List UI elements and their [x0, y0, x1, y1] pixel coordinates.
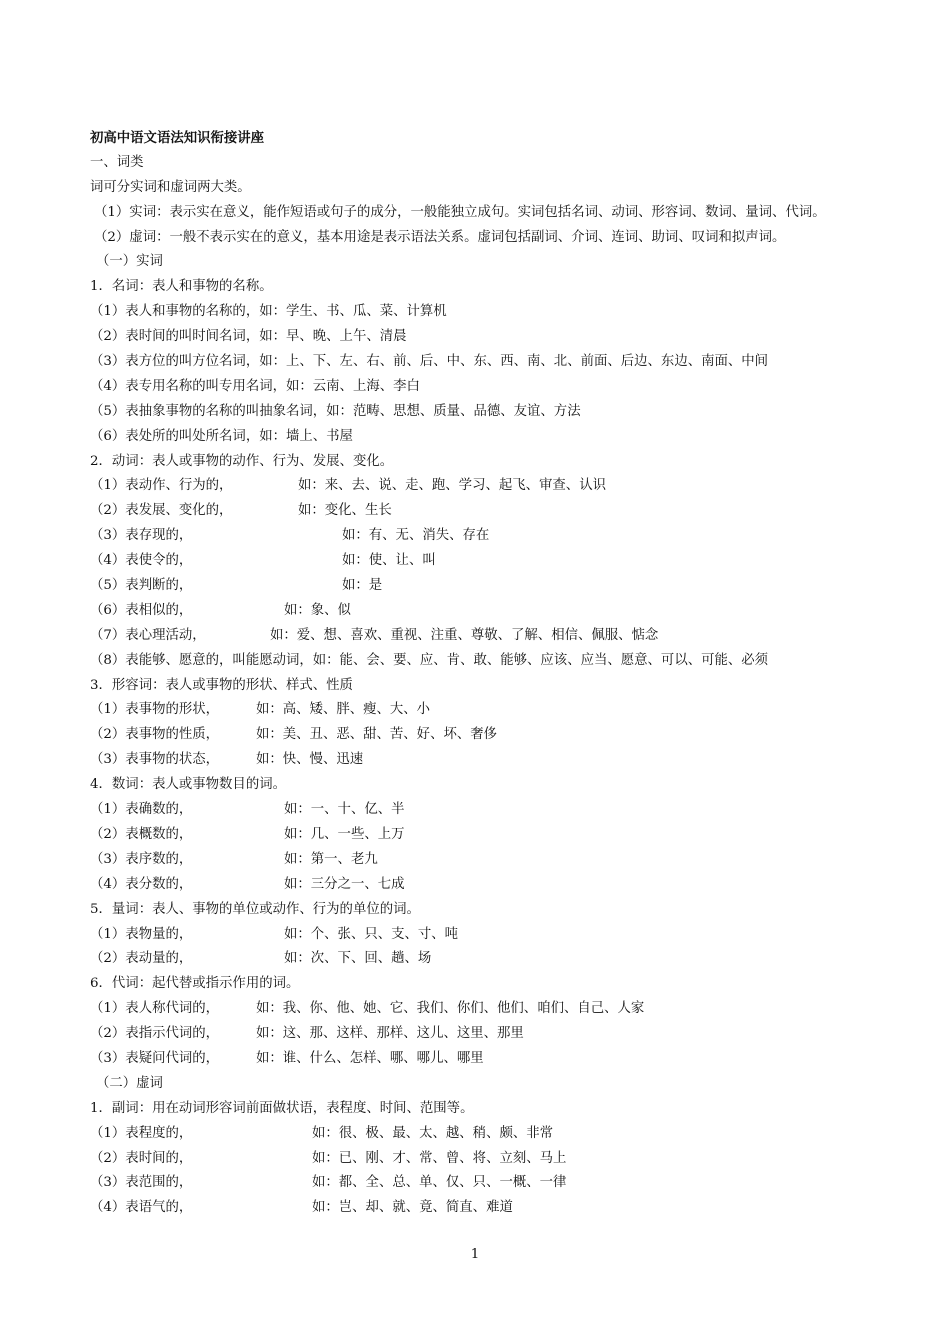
- text-line: [90, 649, 870, 674]
- line-example: 如：都、全、总、单、仅、只、一概、一律: [312, 1175, 567, 1191]
- text-line: [90, 1122, 870, 1147]
- text-line: [90, 350, 870, 375]
- text-line: [90, 997, 870, 1022]
- text-line: [90, 1072, 870, 1097]
- line-text: （1）表人和事物的名称的，如：学生、书、瓜、菜、计算机: [90, 304, 447, 320]
- line-text: （1）表确数的，: [90, 802, 193, 818]
- line-text: （6）表处所的叫处所名词，如：墙上、书屋: [90, 428, 353, 444]
- text-line: [90, 425, 870, 450]
- text-line: [90, 1196, 870, 1221]
- text-line: [90, 450, 870, 475]
- line-text: （6）表相似的，: [90, 602, 193, 618]
- text-line: [90, 873, 870, 898]
- line-example: 如：来、去、说、走、跑、学习、起飞、审查、认识: [298, 478, 606, 494]
- line-example: 如：象、似: [284, 602, 351, 618]
- line-example: 如：个、张、只、支、寸、吨: [284, 926, 459, 942]
- text-line: [90, 848, 870, 873]
- text-line: [90, 972, 870, 997]
- line-text: （2）表指示代词的，: [90, 1026, 220, 1042]
- text-line: [90, 947, 870, 972]
- line-example: 如：谁、什么、怎样、哪、哪儿、哪里: [256, 1050, 484, 1066]
- line-example: 如：爱、想、喜欢、重视、注重、尊敬、了解、相信、佩服、惦念: [270, 627, 659, 643]
- line-text: （2）表概数的，: [90, 826, 193, 842]
- line-text: （8）表能够、愿意的，叫能愿动词，如：能、会、要、应、肯、敢、能够、应该、应当、愿意、可以、可能、必须: [90, 652, 769, 668]
- document-title: 初高中语文语法知识衔接讲座: [90, 130, 265, 146]
- line-text: 6．代词：起代替或指示作用的词。: [90, 976, 300, 992]
- text-line: [90, 1171, 870, 1196]
- text-line: [90, 151, 870, 176]
- line-text: （3）表疑问代词的，: [90, 1050, 220, 1066]
- text-line: [90, 325, 870, 350]
- text-line: [90, 300, 870, 325]
- text-line: [90, 823, 870, 848]
- line-example: 如：变化、生长: [298, 503, 392, 519]
- line-example: 如：有、无、消失、存在: [342, 528, 490, 544]
- line-example: 如：一、十、亿、半: [284, 802, 405, 818]
- text-line: [90, 474, 870, 499]
- line-example: 如：快、慢、迅速: [256, 752, 364, 768]
- text-line: [90, 674, 870, 699]
- line-text: （1）表物量的，: [90, 926, 193, 942]
- document-body: [90, 126, 870, 1221]
- line-example: 如：次、下、回、趟、场: [284, 951, 432, 967]
- line-text: 词可分实词和虚词两大类。: [90, 179, 251, 195]
- text-line: [90, 574, 870, 599]
- text-line: [90, 549, 870, 574]
- line-text: 4．数词：表人或事物数目的词。: [90, 777, 286, 793]
- line-example: 如：我、你、他、她、它、我们、你们、他们、咱们、自己、人家: [256, 1001, 645, 1017]
- line-text: （2）表发展、变化的，: [90, 503, 233, 519]
- line-text: （3）表方位的叫方位名词，如：上、下、左、右、前、后、中、东、西、南、北、前面、后边、东边、南面、中间: [90, 354, 769, 370]
- line-example: 如：已、刚、才、常、曾、将、立刻、马上: [312, 1150, 567, 1166]
- text-line: [90, 898, 870, 923]
- line-text: 5．量词：表人、事物的单位或动作、行为的单位的词。: [90, 901, 420, 917]
- text-line: [90, 798, 870, 823]
- line-text: （1）实词：表示实在意义，能作短语或句子的成分，一般能独立成句。实词包括名词、动词、形容词、数词、量词、代词。: [94, 204, 826, 220]
- line-text: （4）表分数的，: [90, 876, 193, 892]
- line-example: 如：三分之一、七成: [284, 876, 405, 892]
- text-line: [90, 524, 870, 549]
- text-line: [90, 1097, 870, 1122]
- text-line: [90, 499, 870, 524]
- line-example: 如：美、丑、恶、甜、苦、好、坏、奢侈: [256, 727, 498, 743]
- text-line: [90, 599, 870, 624]
- line-example: 如：几、一些、上万: [284, 826, 405, 842]
- line-text: （2）表动量的，: [90, 951, 193, 967]
- text-line: [90, 1022, 870, 1047]
- line-text: （3）表存现的，: [90, 528, 193, 544]
- text-line: [90, 923, 870, 948]
- line-example: 如：岂、却、就、竟、简直、难道: [312, 1200, 513, 1216]
- line-text: 2．动词：表人或事物的动作、行为、发展、变化。: [90, 453, 394, 469]
- line-example: 如：很、极、最、太、越、稍、颇、非常: [312, 1125, 554, 1141]
- line-text: （2）表时间的，: [90, 1150, 193, 1166]
- line-text: 3．形容词：表人或事物的形状、样式、性质: [90, 677, 353, 693]
- page-number: 1: [470, 1247, 480, 1262]
- line-text: （1）表人称代词的，: [90, 1001, 220, 1017]
- line-example: 如：高、矮、胖、瘦、大、小: [256, 702, 431, 718]
- line-example: 如：使、让、叫: [342, 553, 436, 569]
- line-text: （2）表事物的性质，: [90, 727, 220, 743]
- line-text: （3）表事物的状态，: [90, 752, 220, 768]
- line-example: 如：这、那、这样、那样、这儿、这里、那里: [256, 1026, 524, 1042]
- line-text: （5）表抽象事物的名称的叫抽象名词，如：范畴、思想、质量、品德、友谊、方法: [90, 403, 581, 419]
- line-text: （2）虚词：一般不表示实在的意义，基本用途是表示语法关系。虚词包括副词、介词、连词、助词、叹词和拟声词。: [94, 229, 786, 245]
- line-text: （4）表语气的，: [90, 1200, 193, 1216]
- text-line: [90, 275, 870, 300]
- text-line: [90, 624, 870, 649]
- line-text: （5）表判断的，: [90, 578, 193, 594]
- text-line: [90, 226, 870, 251]
- text-line: [90, 1047, 870, 1072]
- text-line: [90, 176, 870, 201]
- line-text: （1）表程度的，: [90, 1125, 193, 1141]
- line-text: （4）表专用名称的叫专用名词，如：云南、上海、李白: [90, 378, 420, 394]
- line-example: 如：是: [342, 578, 383, 594]
- line-text: （1）表动作、行为的，: [90, 478, 233, 494]
- line-text: 1．副词：用在动词形容词前面做状语，表程度、时间、范围等。: [90, 1100, 474, 1116]
- line-example: 如：第一、老九: [284, 851, 378, 867]
- text-line: [90, 1147, 870, 1172]
- text-line: [90, 400, 870, 425]
- line-text: （7）表心理活动，: [90, 627, 206, 643]
- line-text: （3）表序数的，: [90, 851, 193, 867]
- text-line: [90, 375, 870, 400]
- text-line: [90, 698, 870, 723]
- text-line: [90, 250, 870, 275]
- text-line: [90, 723, 870, 748]
- text-line: [90, 201, 870, 226]
- text-line: [90, 773, 870, 798]
- line-text: （4）表使令的，: [90, 553, 193, 569]
- text-line: [90, 748, 870, 773]
- line-text: （一）实词: [96, 254, 163, 270]
- line-text: （2）表时间的叫时间名词，如：早、晚、上午、清晨: [90, 329, 407, 345]
- line-text: （3）表范围的，: [90, 1175, 193, 1191]
- line-text: （二）虚词: [96, 1075, 163, 1091]
- line-text: 1．名词：表人和事物的名称。: [90, 279, 273, 295]
- line-text: （1）表事物的形状，: [90, 702, 220, 718]
- line-text: 一、词类: [90, 154, 144, 170]
